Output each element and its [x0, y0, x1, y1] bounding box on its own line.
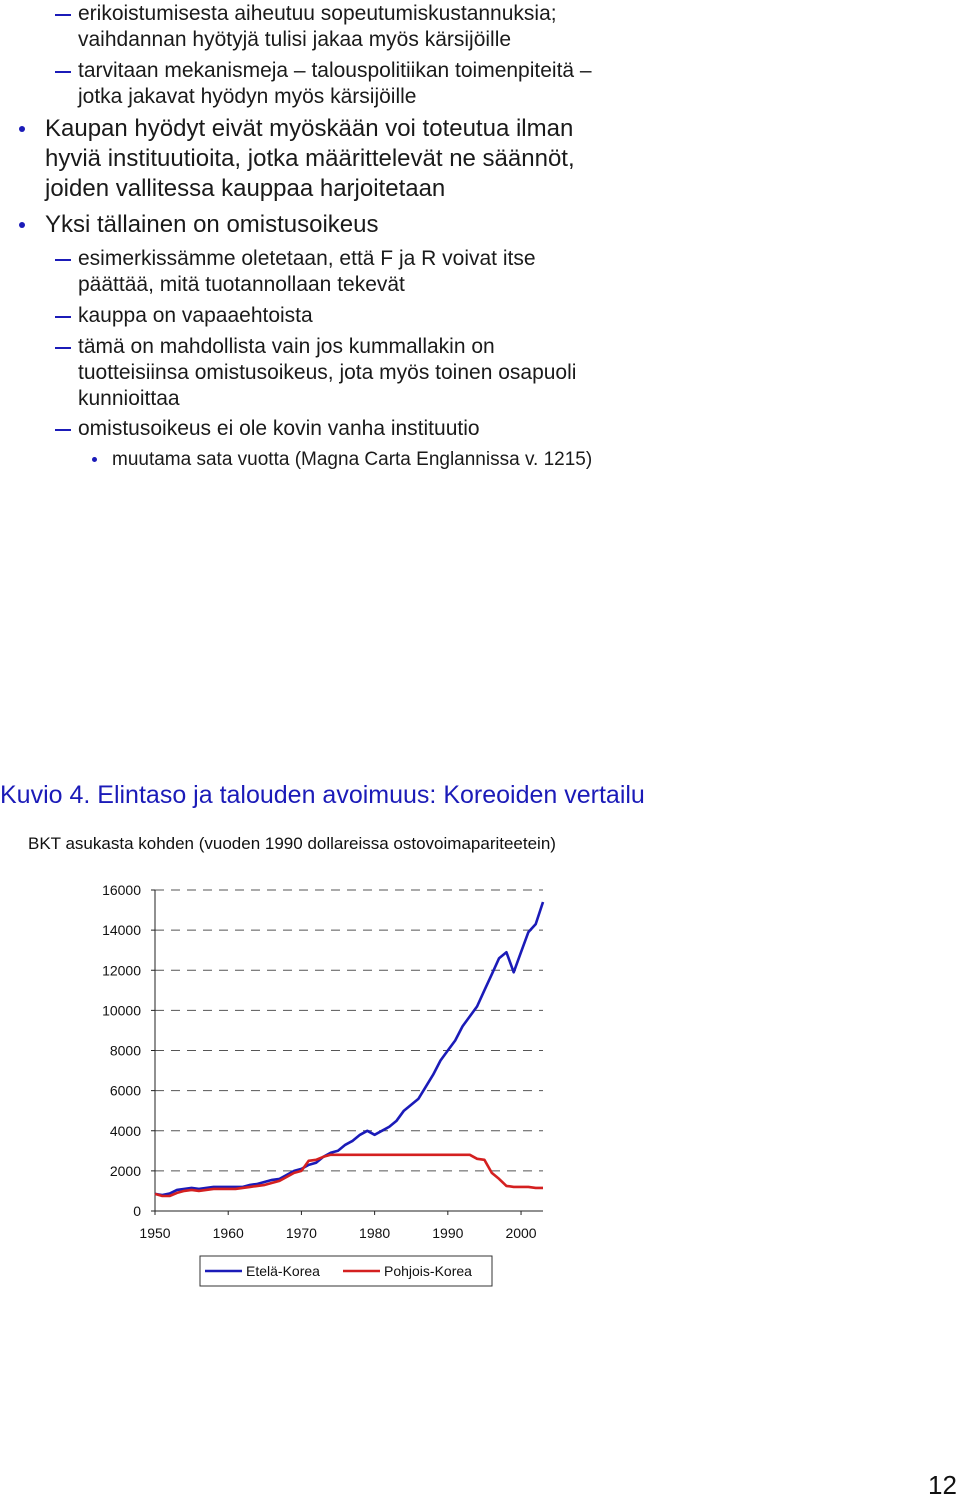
- x-tick-label: 2000: [505, 1225, 537, 1241]
- y-tick-label: 14000: [102, 922, 141, 939]
- series-line-pohjois-korea: [155, 1155, 543, 1196]
- sub-item-line: tämä on mahdollista vain jos kummallakin on: [78, 335, 495, 358]
- x-tick-label: 1970: [285, 1225, 317, 1241]
- x-tick-label: 1960: [212, 1225, 244, 1241]
- sub-item-line: omistusoikeus ei ole kovin vanha instituutio: [78, 417, 480, 440]
- y-tick-label: 4000: [109, 1122, 141, 1139]
- sub-item-line: vaihdannan hyötyjä tulisi jakaa myös kärsijöille: [78, 28, 512, 51]
- sub-item-line: jotka jakavat hyödyn myös kärsijöille: [78, 85, 417, 108]
- sub-item-line: esimerkissämme oletetaan, että F ja R voivat itse: [78, 247, 536, 270]
- main-item-line: Yksi tällainen on omistusoikeus: [45, 211, 379, 238]
- y-tick-label: 2000: [109, 1162, 141, 1179]
- main-item-line: joiden vallitessa kauppaa harjoitetaan: [45, 175, 446, 202]
- legend-label-pohjois-korea: Pohjois-Korea: [384, 1263, 472, 1279]
- series-line-etel-korea: [155, 902, 543, 1195]
- figure-title: Kuvio 4. Elintaso ja talouden avoimuus: Koreoiden vertailu: [0, 781, 645, 809]
- sub-item-line: erikoistumisesta aiheutuu sopeutumiskustannuksia;: [78, 2, 557, 25]
- y-tick-label: 12000: [102, 962, 141, 979]
- y-tick-label: 10000: [102, 1002, 141, 1019]
- sub-item-line: kunnioittaa: [78, 387, 180, 410]
- y-tick-label: 8000: [109, 1042, 141, 1059]
- x-tick-label: 1980: [359, 1225, 391, 1241]
- x-tick-label: 1990: [432, 1225, 464, 1241]
- y-tick-label: 16000: [102, 882, 141, 898]
- y-tick-label: 6000: [109, 1082, 141, 1099]
- y-tick-label: 0: [133, 1203, 141, 1219]
- page-number: 12: [928, 1470, 957, 1500]
- main-item-line: hyviä instituutioita, jotka määrittelevät ne säännöt,: [45, 145, 575, 172]
- x-tick-label: 1950: [139, 1225, 171, 1241]
- sub-sub-item-line: muutama sata vuotta (Magna Carta Englannissa v. 1215): [112, 449, 593, 470]
- sub-item-line: tarvitaan mekanismeja – talouspolitiikan toimenpiteitä –: [78, 59, 592, 82]
- chart-subtitle: BKT asukasta kohden (vuoden 1990 dollareissa ostovoimapariteetein): [28, 834, 556, 853]
- sub-item-line: päättää, mitä tuotannollaan tekevät: [78, 273, 405, 296]
- sub-item-line: tuotteisiinsa omistusoikeus, jota myös toinen osapuoli: [78, 361, 577, 384]
- legend-label-etel-korea: Etelä-Korea: [246, 1263, 320, 1279]
- sub-item-line: kauppa on vapaaehtoista: [78, 304, 313, 327]
- main-item-line: Kaupan hyödyt eivät myöskään voi toteutua ilman: [45, 115, 574, 142]
